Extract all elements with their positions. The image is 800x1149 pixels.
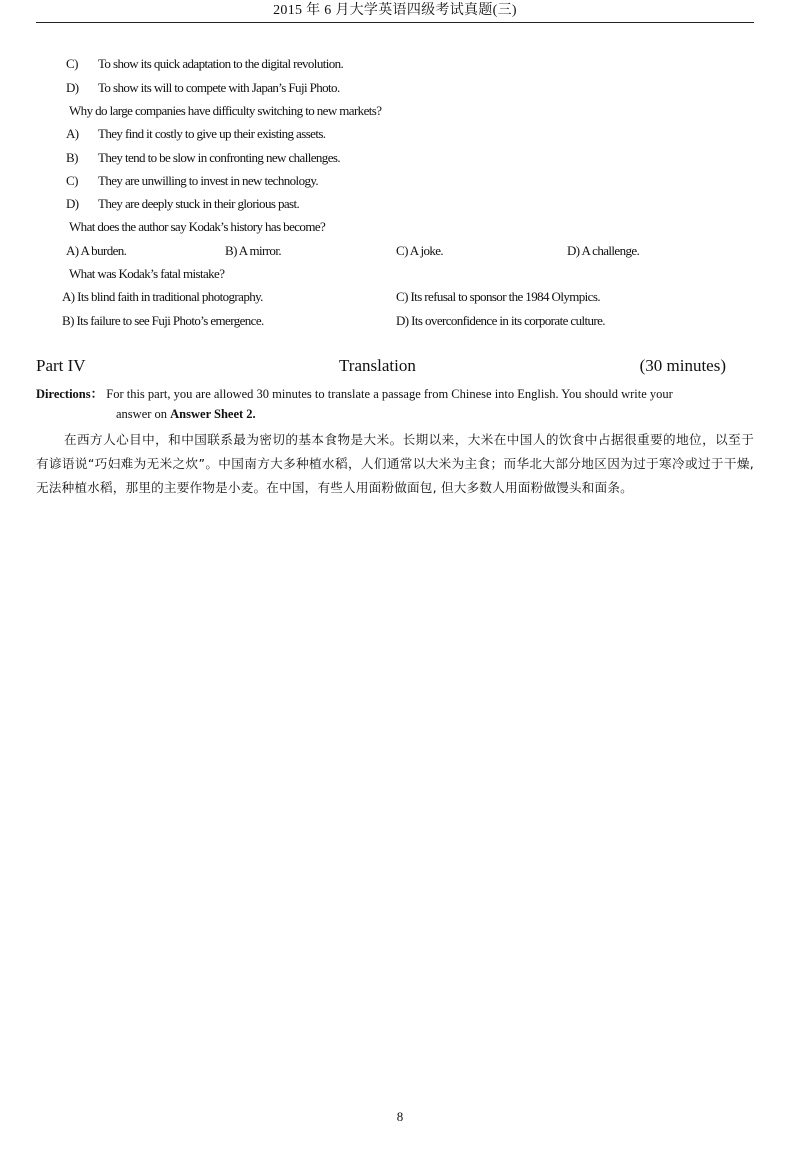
question-text: What does the author say Kodak’s history has become? [69, 219, 326, 234]
part-heading [36, 355, 726, 377]
option-b [66, 150, 340, 166]
page-header: 2015 年 6 月大学英语四级考试真题(三) [36, 0, 754, 23]
directions-text: For this part, you are allowed 30 minutes to translate a passage from Chinese into English. You should write your [103, 387, 673, 401]
directions-line2 [36, 404, 754, 424]
option-b: B) Its failure to see Fuji Photo’s emergence. [62, 313, 264, 328]
directions-label: Directions： [36, 387, 104, 401]
part-time: (30 minutes) [639, 356, 726, 375]
option-text: They find it costly to give up their existing assets. [98, 126, 326, 141]
option-b: B) A mirror. [225, 243, 281, 258]
option-d: D) Its overconfidence in its corporate culture. [396, 313, 605, 328]
option-label: D) [66, 80, 79, 95]
option-label: B) [66, 150, 78, 165]
option-d [66, 196, 299, 212]
option-c [66, 173, 318, 189]
directions [36, 384, 754, 424]
option-label: D) [66, 196, 79, 211]
directions-text2: answer on [116, 407, 171, 421]
option-text: To show its quick adaptation to the digital revolution. [98, 56, 344, 71]
option-d: D) A challenge. [567, 243, 640, 258]
question-text: What was Kodak’s fatal mistake? [69, 266, 225, 281]
option-label: C) [66, 173, 78, 188]
option-label: A) [66, 126, 79, 141]
option-text: They are deeply stuck in their glorious past. [98, 196, 300, 211]
translation-passage: 在西方人心目中，和中国联系最为密切的基本食物是大米。长期以来，大米在中国人的饮食中占据很重要的地位，以至于有谚语说“巧妇难为无米之炊”。中国南方大多种植水稻，人们通常以大米为主食；而华北大部分地区因为过于寒冷或过于干燥, 无法种植水稻，那里的主要作物是小麦。在中国，有些人用面粉做面包, 但大多数人用面粉做馒头和面条。 [36, 432, 754, 495]
part-name: Part IV [36, 356, 86, 375]
question-text: Why do large companies have difficulty switching to new markets? [69, 103, 382, 118]
option-text: They are unwilling to invest in new technology. [98, 173, 319, 188]
option-a: A) A burden. [66, 243, 127, 258]
option-label: C) [66, 56, 78, 71]
option-c: C) A joke. [396, 243, 444, 258]
option-c: C) Its refusal to sponsor the 1984 Olympics. [396, 289, 600, 304]
option-text: They tend to be slow in confronting new challenges. [98, 150, 340, 165]
option-a: A) Its blind faith in traditional photography. [62, 289, 263, 304]
answer-sheet: Answer Sheet 2. [170, 407, 256, 421]
page-number: 8 [396, 1109, 404, 1124]
option-d-top [66, 80, 340, 96]
part-title: Translation [339, 356, 416, 375]
option-a [66, 126, 325, 142]
option-text: To show its will to compete with Japan’s Fuji Photo. [98, 80, 340, 95]
option-c-top [66, 56, 343, 72]
